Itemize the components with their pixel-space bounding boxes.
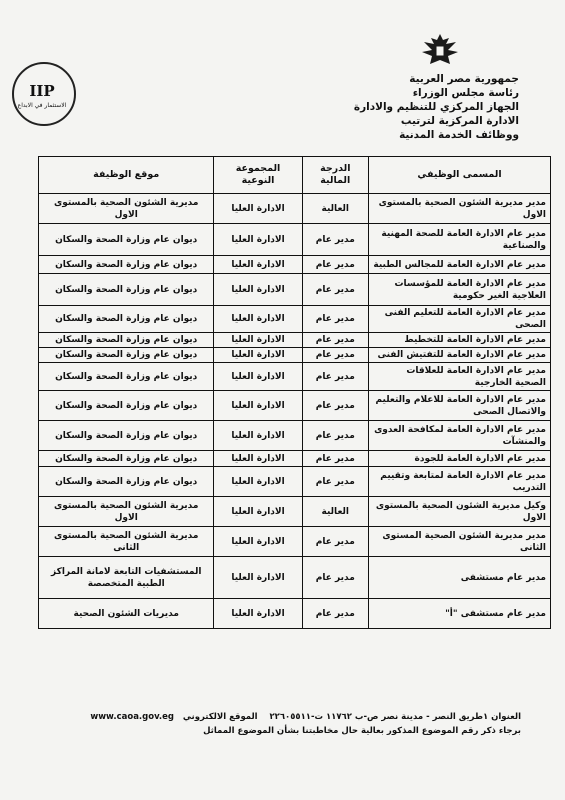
cell-location: ديوان عام وزارة الصحة والسكان (39, 451, 214, 467)
table-row (39, 194, 551, 224)
table-row (39, 274, 551, 306)
cell-location: ديوان عام وزارة الصحة والسكان (39, 421, 214, 451)
cell-group: الادارة العليا (214, 194, 302, 224)
table-row (39, 224, 551, 256)
jobs-table (38, 156, 551, 629)
cell-grade: العالية (302, 497, 368, 527)
table-row (39, 363, 551, 391)
cell-location: ديوان عام وزارة الصحة والسكان (39, 391, 214, 421)
cell-grade: مدير عام (302, 224, 368, 256)
footer-website-label: الموقع الالكتروني (182, 712, 258, 722)
header-job-title: المسمى الوظيفي (368, 157, 550, 194)
table-row (39, 451, 551, 467)
cell-location: ديوان عام وزارة الصحة والسكان (39, 363, 214, 391)
cell-grade: مدير عام (302, 467, 368, 497)
table-row (39, 497, 551, 527)
cell-group: الادارة العليا (214, 527, 302, 557)
cell-grade: مدير عام (302, 363, 368, 391)
cell-job-title: وكيل مديرية الشئون الصحية بالمستوى الاول (368, 497, 550, 527)
cell-location: ديوان عام وزارة الصحة والسكان (39, 348, 214, 363)
cell-grade: مدير عام (302, 256, 368, 274)
cell-job-title: مدير عام الادارة العامة للمؤسسات العلاجية الغير حكومية (368, 274, 550, 306)
cell-location: مديرية الشئون الصحية بالمستوى الاول (39, 497, 214, 527)
table-row (39, 306, 551, 333)
header-line: الجهاز المركزي للتنظيم والادارة (353, 101, 519, 113)
header-location: موقع الوظيفة (39, 157, 214, 194)
cell-group: الادارة العليا (214, 451, 302, 467)
cell-group: الادارة العليا (214, 274, 302, 306)
footer-note: برجاء ذكر رقم الموضوع المذكور بعالية حال مخاطبتنا بشأن الموضوع المماثل (203, 726, 521, 736)
cell-location: المستشفيات التابعة لامانة المراكز الطبية المتخصصة (39, 557, 214, 599)
cell-location: مديرية الشئون الصحية بالمستوى الثانى (39, 527, 214, 557)
cell-job-title: مدير مديرية الشئون الصحية بالمستوى الاول (368, 194, 550, 224)
cell-location: ديوان عام وزارة الصحة والسكان (39, 274, 214, 306)
table-row (39, 527, 551, 557)
cell-job-title: مدير عام مستشفى "أ" (368, 599, 550, 629)
cell-job-title: مدير عام الادارة العامة للصحة المهنية والصناعية (368, 224, 550, 256)
cell-group: الادارة العليا (214, 224, 302, 256)
eagle-emblem-icon (418, 30, 462, 70)
cell-job-title: مدير عام الادارة العامة للمجالس الطبية (368, 256, 550, 274)
cell-job-title: مدير عام الادارة العامة لمكافحة العدوى والمنشآت (368, 421, 550, 451)
cell-location: ديوان عام وزارة الصحة والسكان (39, 224, 214, 256)
cell-group: الادارة العليا (214, 467, 302, 497)
cell-grade: مدير عام (302, 557, 368, 599)
header-line: ووظائف الخدمة المدنية (399, 129, 519, 141)
cell-location: ديوان عام وزارة الصحة والسكان (39, 306, 214, 333)
cell-location: ديوان عام وزارة الصحة والسكان (39, 333, 214, 348)
footer (41, 710, 521, 738)
table-row (39, 333, 551, 348)
cell-job-title: مدير عام الادارة العامة للتفتيش الفنى (368, 348, 550, 363)
header-line: الادارة المركزية لترتيب (400, 115, 519, 127)
cell-location: مديرية الشئون الصحية بالمستوى الاول (39, 194, 214, 224)
footer-address: العنوان ١طريق النصر - مدينة نصر ص-ب ١١٧٦٢ ت-٢٢٦٠٥٥١١ (269, 712, 521, 722)
cell-group: الادارة العليا (214, 363, 302, 391)
table-row (39, 421, 551, 451)
cell-group: الادارة العليا (214, 306, 302, 333)
cell-location: ديوان عام وزارة الصحة والسكان (39, 256, 214, 274)
header-line: جمهورية مصر العربية (409, 73, 519, 85)
cell-grade: مدير عام (302, 421, 368, 451)
cell-job-title: مدير عام الادارة العامة لمتابعة وتقييم التدريب (368, 467, 550, 497)
iip-logo (8, 58, 76, 126)
logo-tagline: الاستثمار في الابداع (17, 102, 67, 109)
cell-job-title: مدير مديرية الشئون الصحية المستوى الثانى (368, 527, 550, 557)
table-row (39, 467, 551, 497)
cell-grade: مدير عام (302, 391, 368, 421)
cell-job-title: مدير عام مستشفى (368, 557, 550, 599)
cell-group: الادارة العليا (214, 557, 302, 599)
cell-job-title: مدير عام الادارة العامة للاعلام والتعليم والاتصال الصحى (368, 391, 550, 421)
cell-group: الادارة العليا (214, 391, 302, 421)
cell-grade: مدير عام (302, 451, 368, 467)
cell-group: الادارة العليا (214, 421, 302, 451)
table-row (39, 599, 551, 629)
cell-group: الادارة العليا (214, 348, 302, 363)
header-grade: الدرجة المالية (302, 157, 368, 194)
cell-grade: العالية (302, 194, 368, 224)
cell-grade: مدير عام (302, 333, 368, 348)
cell-group: الادارة العليا (214, 497, 302, 527)
cell-group: الادارة العليا (214, 333, 302, 348)
cell-grade: مدير عام (302, 527, 368, 557)
cell-job-title: مدير عام الادارة العامة للعلاقات الصحية الخارجية (368, 363, 550, 391)
cell-grade: مدير عام (302, 348, 368, 363)
cell-job-title: مدير عام الادارة العامة للتعليم الفنى الصحى (368, 306, 550, 333)
table-header-row (39, 157, 551, 194)
table-row (39, 557, 551, 599)
cell-group: الادارة العليا (214, 599, 302, 629)
letterhead (354, 72, 519, 142)
cell-grade: مدير عام (302, 274, 368, 306)
cell-job-title: مدير عام الادارة العامة للجودة (368, 451, 550, 467)
table-row (39, 348, 551, 363)
table-row (39, 391, 551, 421)
header-line: رئاسة مجلس الوزراء (412, 87, 519, 99)
cell-location: مديريات الشئون الصحية (39, 599, 214, 629)
cell-group: الادارة العليا (214, 256, 302, 274)
cell-job-title: مدير عام الادارة العامة للتخطيط (368, 333, 550, 348)
cell-location: ديوان عام وزارة الصحة والسكان (39, 467, 214, 497)
header-group: المجموعة النوعية (214, 157, 302, 194)
logo-initials: IIP (29, 82, 55, 100)
table-row (39, 256, 551, 274)
footer-website-link[interactable]: www.caoa.gov.eg (90, 712, 175, 722)
cell-grade: مدير عام (302, 306, 368, 333)
cell-grade: مدير عام (302, 599, 368, 629)
